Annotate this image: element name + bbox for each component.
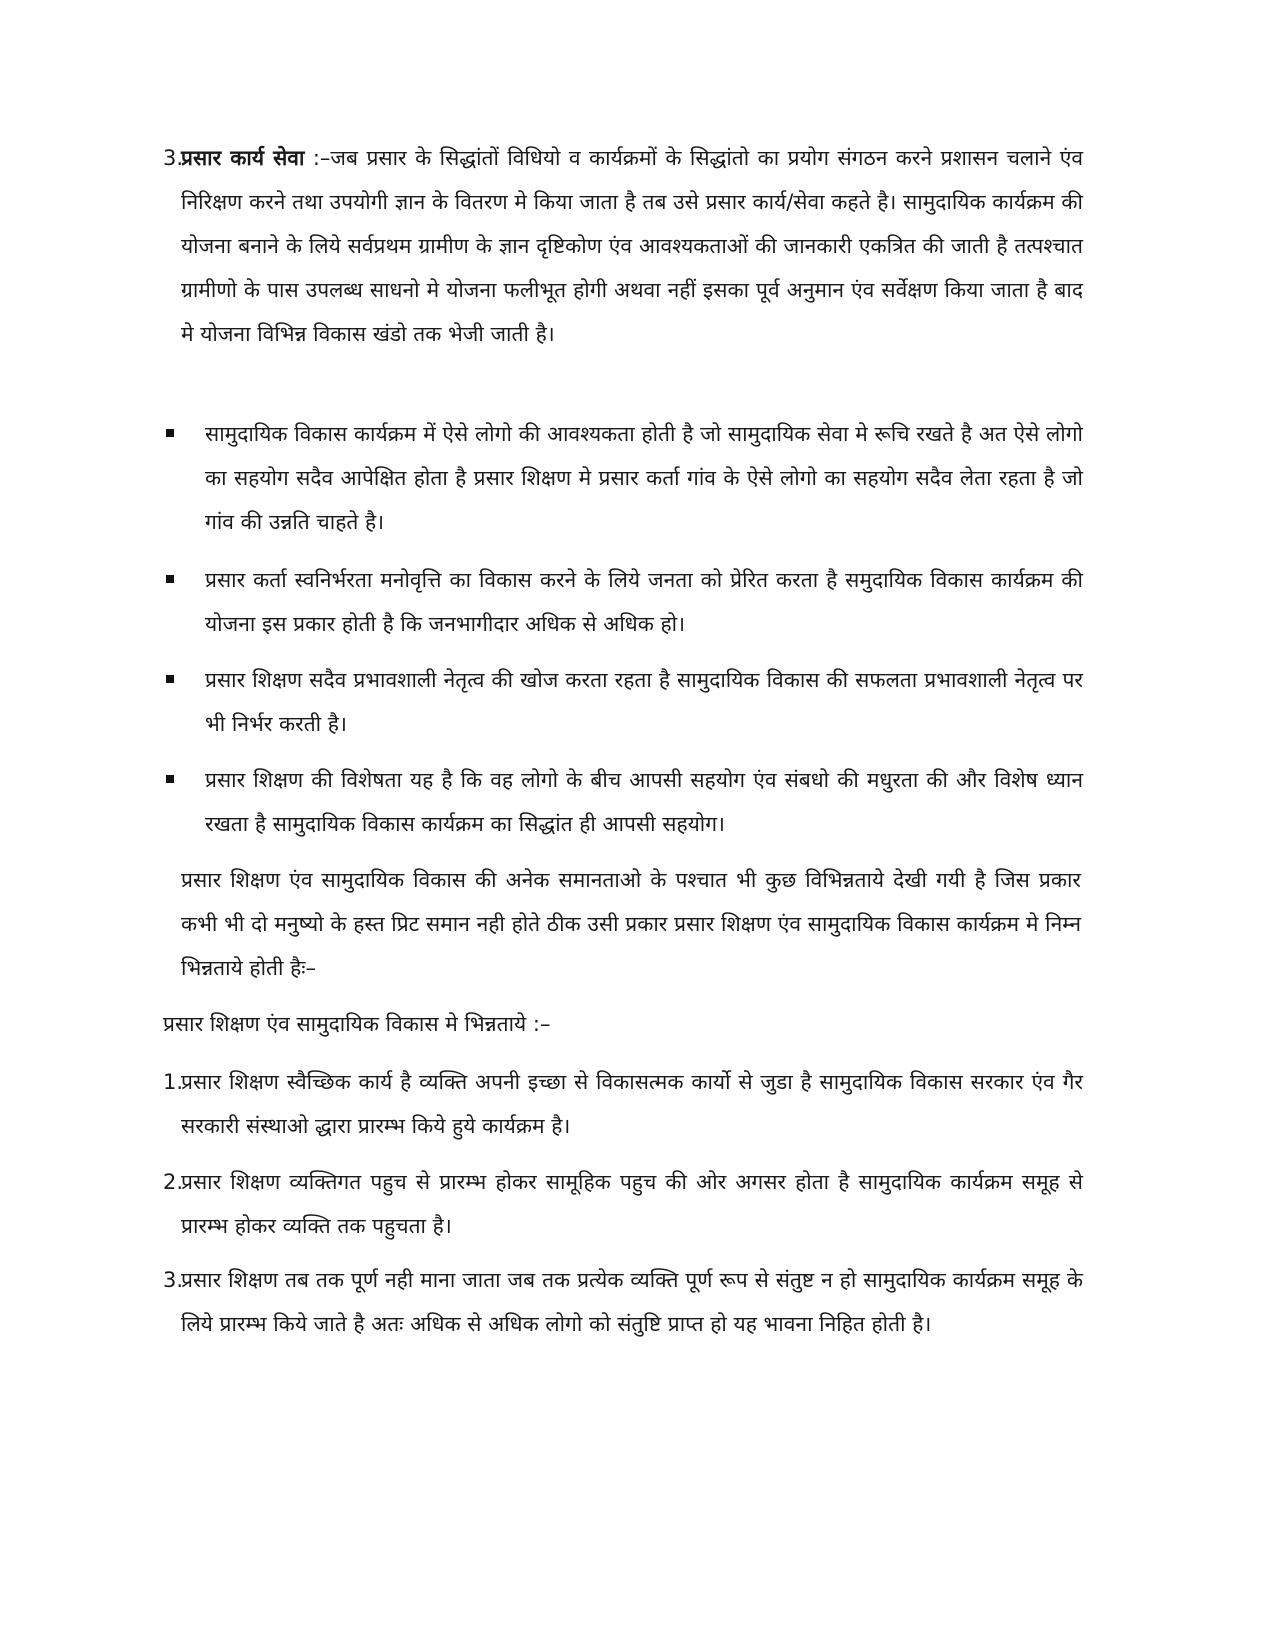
paragraph: प्रसार शिक्षण एंव सामुदायिक विकास की अनेक समानताओ के पश्चात भी कुछ विभिन्नताये देखी गयी है जिस प्रकार कभी भी दो मनुष्यो के हस्त प्रिट समान नही होते ठीक उसी प्रकार प्रसार शिक्षण एंव सामुदायिक विकास कार्यक्रम मे निम्न भिन्नताये होती हैः–	[181, 868, 1081, 980]
section-body	[181, 136, 1083, 356]
bullet-icon	[166, 429, 174, 437]
section-3	[163, 136, 1083, 356]
bullet-icon	[166, 675, 174, 683]
difference-item-1	[163, 1060, 1083, 1148]
bullet-text: प्रसार शिक्षण की विशेषता यह है कि वह लोगो के बीच आपसी सहयोग एंव संबधो की मधुरता की और विशेष ध्यान रखता है सामुदायिक विकास कार्यक्रम का सिद्धांत ही आपसी सहयोग।	[205, 768, 1083, 836]
difference-text: प्रसार शिक्षण तब तक पूर्ण नही माना जाता जब तक प्रत्येक व्यक्ति पूर्ण रूप से संतुष्ट न हो सामुदायिक कार्यक्रम समूह के लिये प्रारम्भ किये जाते है अतः अधिक से अधिक लोगो को संतुष्टि प्राप्त हो यह भावना निहित होती है।	[181, 1268, 1083, 1336]
difference-number: 2.	[163, 1170, 184, 1194]
bullet-text: प्रसार कर्ता स्वनिर्भरता मनोवृत्ति का विकास करने के लिये जनता को प्रेरित करता है समुदायिक विकास कार्यक्रम की योजना इस प्रकार होती है कि जनभागीदार अधिक से अधिक हो।	[205, 568, 1083, 636]
difference-item-2	[163, 1160, 1083, 1248]
difference-text: प्रसार शिक्षण व्यक्तिगत पहुच से प्रारम्भ होकर सामूहिक पहुच की ओर अगसर होता है सामुदायिक कार्यक्रम समूह से प्रारम्भ होकर व्यक्ति तक पहुचता है।	[181, 1170, 1083, 1238]
difference-number: 1.	[163, 1070, 184, 1094]
difference-item-3	[163, 1258, 1083, 1346]
bullet-item-2	[163, 558, 1083, 646]
bullet-icon	[166, 775, 174, 783]
section-number: 3.	[163, 146, 184, 170]
bullet-icon	[166, 575, 174, 583]
section-text: :–जब प्रसार के सिद्धांतों विधियो व कार्यक्रमों के सिद्धांतो का प्रयोग संगठन करने प्रशासन चलाने एंव निरिक्षण करने तथा उपयोगी ज्ञान के वितरण मे किया जाता है तब उसे प्रसार कार्य/सेवा कहते है। सामुदायिक कार्यक्रम की योजना बनाने के लिये सर्वप्रथम ग्रामीण के ज्ञान दृष्टिकोण एंव आवश्यकताओं की जानकारी एकत्रित की जाती है तत्पश्चात ग्रामीणो के पास उपलब्ध साधनो मे योजना फलीभूत होगी अथवा नहीं इसका पूर्व अनुमान एंव सर्वेक्षण किया जाता है बाद मे योजना विभिन्न विकास खंडो तक भेजी जाती है।	[181, 146, 1083, 346]
bullet-text: प्रसार शिक्षण सदैव प्रभावशाली नेतृत्व की खोज करता रहता है सामुदायिक विकास की सफलता प्रभावशाली नेतृत्व पर भी निर्भर करती है।	[205, 668, 1083, 736]
bullet-text: सामुदायिक विकास कार्यक्रम में ऐसे लोगो की आवश्यकता होती है जो सामुदायिक सेवा मे रूचि रखते है अत ऐसे लोगो का सहयोग सदैव आपेक्षित होता है प्रसार शिक्षण मे प्रसार कर्ता गांव के ऐसे लोगो का सहयोग सदैव लेता रहता है जो गांव की उन्नति चाहते है।	[205, 422, 1083, 534]
bullet-item-3	[163, 658, 1083, 746]
section-heading: प्रसार कार्य सेवा	[181, 146, 305, 170]
difference-number: 3.	[163, 1268, 184, 1292]
bullet-item-4	[163, 758, 1083, 846]
difference-text: प्रसार शिक्षण स्वैच्छिक कार्य है व्यक्ति अपनी इच्छा से विकासत्मक कार्यो से जुडा है सामुदायिक विकास सरकार एंव गैर सरकारी संस्थाओ द्धारा प्रारम्भ किये हुये कार्यक्रम है।	[181, 1070, 1083, 1138]
subheading: प्रसार शिक्षण एंव सामुदायिक विकास मे भिन्नताये :–	[163, 1012, 551, 1036]
bullet-item-1	[163, 412, 1083, 544]
